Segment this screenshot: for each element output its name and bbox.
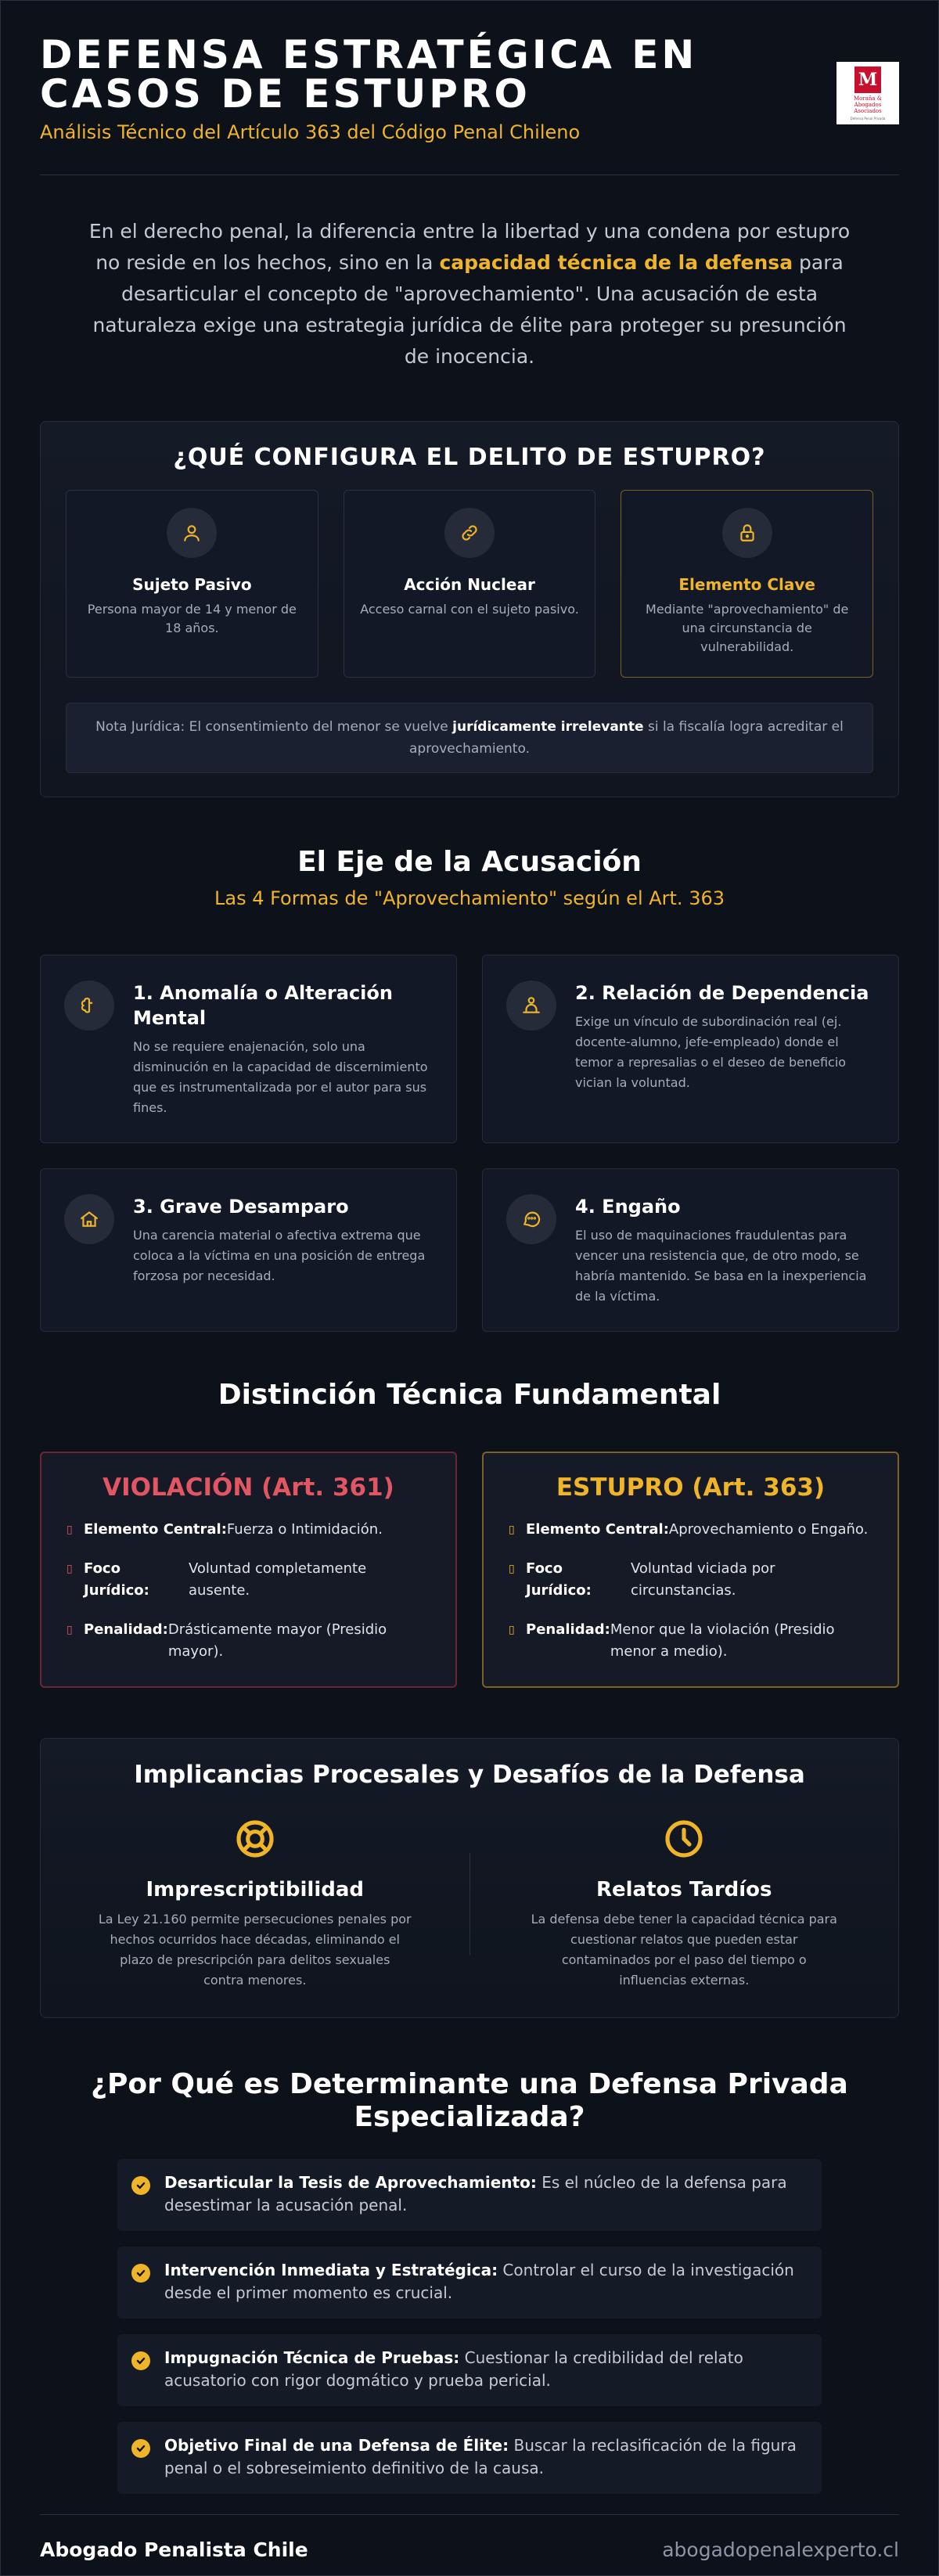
form-card-desamparo <box>40 1168 457 1332</box>
header-text <box>40 32 822 143</box>
logo-tagline: Defensa Penal Privada <box>850 116 886 121</box>
note-bold: jurídicamente irrelevante <box>452 719 644 735</box>
estupro-title: ESTUPRO (Art. 363) <box>556 1473 826 1502</box>
intro-text-2: para desarticular el concepto de "aprovechamiento". Una acusación de esta naturaleza exige una estrategia jurídica de élite para proteger su presunción de inocencia. <box>92 251 847 368</box>
brain-icon <box>64 980 114 1031</box>
aprovechamiento-grid <box>40 955 899 1332</box>
card-sujeto-pasivo <box>66 490 318 678</box>
link-icon <box>444 508 495 558</box>
form-card-title: 1. Anomalía o Alteración Mental <box>133 982 393 1029</box>
check-icon <box>131 2264 150 2283</box>
why-item-key: Impugnación Técnica de Pruebas: <box>164 2348 460 2367</box>
comparison <box>40 1452 899 1688</box>
card-elemento-clave <box>621 490 873 678</box>
eje-subtitle: Las 4 Formas de "Aprovechamiento" según el Art. 363 <box>214 887 725 909</box>
row-value: Drásticamente mayor (Presidio mayor). <box>167 1621 387 1660</box>
form-card-title: 2. Relación de Dependencia <box>575 982 869 1004</box>
why-item-value: Es el núcleo de la defensa para desestimar la acusación penal. <box>164 2173 787 2214</box>
clock-icon <box>470 1817 899 1864</box>
distincion-title: Distinción Técnica Fundamental <box>218 1379 721 1411</box>
logo-text: Moraña & Abogados Asociados <box>853 95 883 114</box>
violacion-row <box>67 1519 430 1541</box>
chat-icon <box>506 1194 556 1244</box>
form-card-anomalia <box>40 955 457 1143</box>
card-title: Sujeto Pasivo <box>132 575 252 594</box>
header <box>1 1 938 143</box>
home-icon <box>64 1194 114 1244</box>
lifebuoy-icon <box>41 1817 470 1864</box>
intro-highlight: capacidad técnica de la defensa <box>439 251 793 274</box>
logo-mark: M <box>854 67 881 93</box>
implicancias-cols <box>41 1817 898 1991</box>
form-card-dependencia <box>482 955 899 1143</box>
bullet-icon: ▯ <box>67 1524 73 1536</box>
why-item-key: Desarticular la Tesis de Aprovechamiento: <box>164 2173 537 2192</box>
why-item-key: Objetivo Final de una Defensa de Élite: <box>164 2436 509 2455</box>
hierarchy-icon <box>506 980 556 1031</box>
row-key: Elemento Central: <box>84 1521 227 1538</box>
why-item <box>117 2159 822 2231</box>
implicancias-title: Implicancias Procesales y Desafíos de la Defensa <box>134 1761 805 1789</box>
why-item-value: Buscar la reclasificación de la figura penal o el sobreseimiento definitivo de la causa. <box>164 2436 797 2477</box>
implicancias-panel <box>40 1738 899 2018</box>
note-prefix: Nota Jurídica: El consentimiento del menor se vuelve <box>95 719 453 735</box>
form-card-body <box>575 980 875 1119</box>
form-card-title: 4. Engaño <box>575 1196 681 1218</box>
configura-panel <box>40 421 899 797</box>
eje-title: El Eje de la Acusación <box>297 846 642 878</box>
row-key: Foco Jurídico: <box>526 1560 592 1599</box>
bullet-icon: ▯ <box>67 1624 73 1636</box>
form-card-desc: No se requiere enajenación, solo una disminución en la capacidad de discernimiento que es instrumentalizada por el autor para sus fines. <box>133 1039 428 1115</box>
intro-paragraph <box>78 216 861 372</box>
form-card-title: 3. Grave Desamparo <box>133 1196 349 1218</box>
card-title: Acción Nuclear <box>404 575 535 594</box>
eje-section <box>1 846 938 909</box>
footer-brand: Abogado Penalista Chile <box>40 2538 308 2561</box>
row-value: Menor que la violación (Presidio menor a medio). <box>610 1621 835 1660</box>
why-item <box>117 2422 822 2494</box>
form-card-desc: Una carencia material o afectiva extrema que coloca a la víctima en una posición de entrega forzosa por necesidad. <box>133 1228 426 1283</box>
check-icon <box>131 2176 150 2195</box>
form-card-body <box>133 980 433 1119</box>
row-key: Elemento Central: <box>526 1521 669 1538</box>
row-value: Aprovechamiento o Engaño. <box>668 1521 869 1538</box>
impl-col-desc: La Ley 21.160 permite persecuciones penales por hechos ocurridos hace décadas, eliminando el plazo de prescripción para delitos sexuales contra menores. <box>98 1912 412 1988</box>
form-card-desc: Exige un vínculo de subordinación real (ej. docente-alumno, jefe-empleado) donde el temor a represalias o el deseo de beneficio vician la voluntad. <box>575 1014 847 1090</box>
why-item-value: Controlar el curso de la investigación desde el primer momento es crucial. <box>164 2261 794 2302</box>
impl-col-desc: La defensa debe tener la capacidad técnica para cuestionar relatos que pueden estar contaminados por el paso del tiempo o influencias externas. <box>531 1912 837 1988</box>
impl-col-relatos <box>470 1817 899 1991</box>
user-icon <box>167 508 217 558</box>
violacion-title: VIOLACIÓN (Art. 361) <box>103 1473 394 1502</box>
card-desc: Persona mayor de 14 y menor de 18 años. <box>87 602 297 635</box>
check-icon <box>131 2439 150 2458</box>
firm-logo <box>836 62 899 124</box>
page-title: DEFENSA ESTRATÉGICA EN CASOS DE ESTUPRO <box>40 32 698 117</box>
why-item <box>117 2334 822 2406</box>
estupro-row <box>509 1619 872 1663</box>
row-key: Penalidad: <box>84 1621 168 1638</box>
form-card-desc: El uso de maquinaciones fraudulentas para vencer una resistencia que, de otro modo, se habría mantenido. Se basa en la inexperiencia de la víctima. <box>575 1228 867 1304</box>
row-value: Voluntad viciada por circunstancias. <box>631 1560 775 1599</box>
legal-note <box>66 703 873 773</box>
footer-website-link[interactable]: abogadopenalexperto.cl <box>662 2538 899 2561</box>
intro-text-1: En el derecho penal, la diferencia entre la libertad y una condena por estupro no reside en los hechos, sino en la <box>88 220 851 274</box>
why-item-value: Cuestionar la credibilidad del relato acusatorio con rigor dogmático y prueba pericial. <box>164 2348 743 2390</box>
impl-col-imprescriptibilidad <box>41 1817 470 1991</box>
why-list <box>117 2159 822 2494</box>
bullet-icon: ▯ <box>509 1624 515 1636</box>
lock-icon <box>722 508 772 558</box>
card-title: Elemento Clave <box>678 575 815 594</box>
check-icon <box>131 2351 150 2370</box>
form-card-engano <box>482 1168 899 1332</box>
bullet-icon: ▯ <box>67 1563 73 1575</box>
row-key: Penalidad: <box>526 1621 610 1638</box>
violacion-row <box>67 1558 430 1602</box>
form-card-body <box>575 1194 875 1308</box>
why-item <box>117 2247 822 2319</box>
card-desc: Acceso carnal con el sujeto pasivo. <box>360 602 579 617</box>
configura-cards <box>66 490 873 678</box>
impl-col-title: Relatos Tardíos <box>595 1878 772 1901</box>
impl-col-title: Imprescriptibilidad <box>146 1878 365 1901</box>
card-desc: Mediante "aprovechamiento" de una circunstancia de vulnerabilidad. <box>646 602 849 654</box>
why-item-key: Intervención Inmediata y Estratégica: <box>164 2261 498 2279</box>
estupro-row <box>509 1519 872 1541</box>
row-value: Voluntad completamente ausente. <box>189 1560 367 1599</box>
header-divider <box>40 174 899 175</box>
estupro-card <box>482 1452 899 1688</box>
row-key: Foco Jurídico: <box>84 1560 149 1599</box>
card-accion-nuclear <box>344 490 596 678</box>
bullet-icon: ▯ <box>509 1563 515 1575</box>
row-value: Fuerza o Intimidación. <box>226 1521 383 1538</box>
note-suffix: si la fiscalía logra acreditar el aprovechamiento. <box>409 719 844 757</box>
why-title: ¿Por Qué es Determinante una Defensa Privada Especializada? <box>91 2068 848 2133</box>
footer <box>1 2515 938 2561</box>
violacion-card <box>40 1452 457 1688</box>
page-subtitle: Análisis Técnico del Artículo 363 del Código Penal Chileno <box>40 121 581 143</box>
configura-title: ¿QUÉ CONFIGURA EL DELITO DE ESTUPRO? <box>173 444 766 471</box>
form-card-body <box>133 1194 433 1308</box>
estupro-row <box>509 1558 872 1602</box>
bullet-icon: ▯ <box>509 1524 515 1536</box>
violacion-row <box>67 1619 430 1663</box>
